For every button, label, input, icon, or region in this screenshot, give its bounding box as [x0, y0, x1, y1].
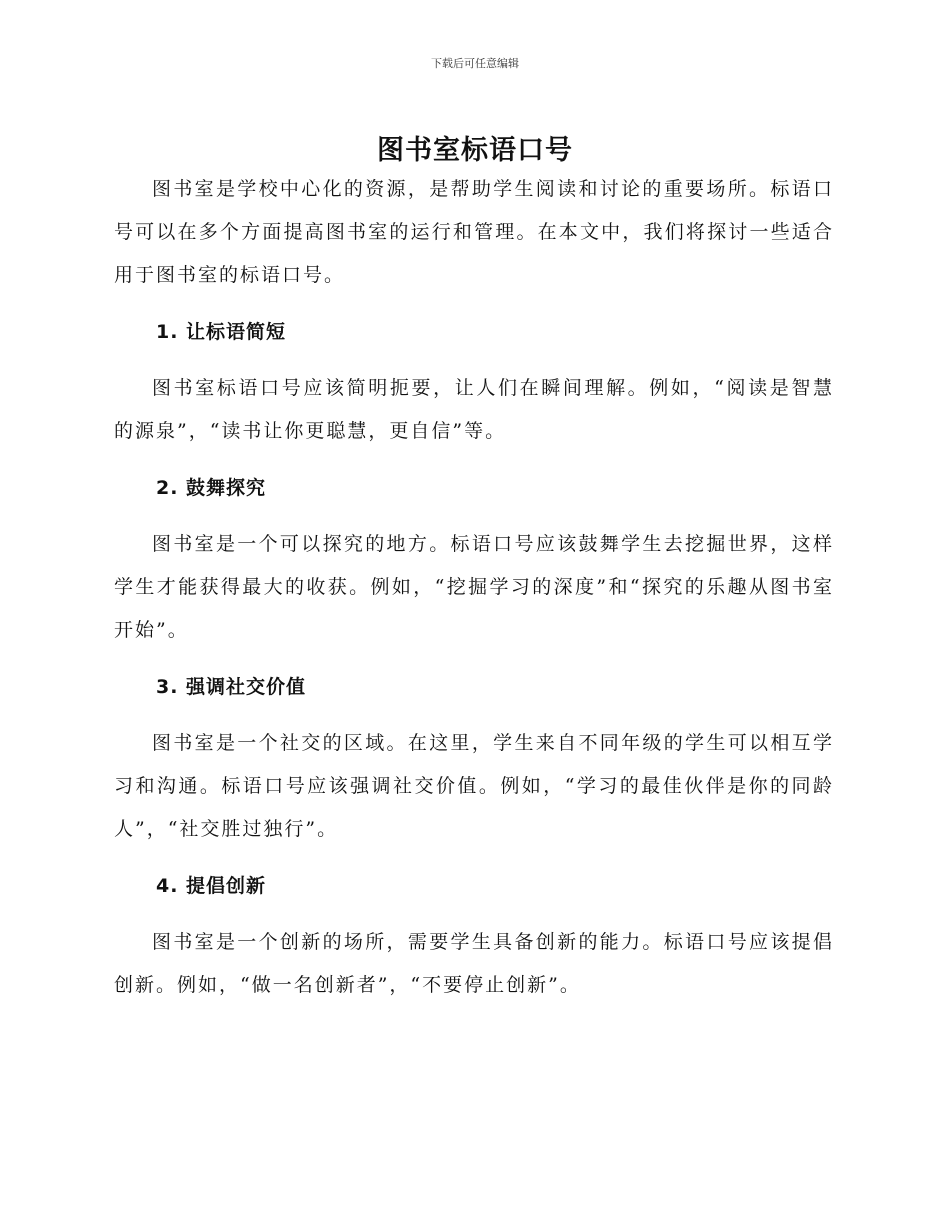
- section-heading-1: 1. 让标语简短: [156, 321, 287, 343]
- intro-paragraph: 图书室是学校中心化的资源，是帮助学生阅读和讨论的重要场所。标语口号可以在多个方面提高图书室的运行和管理。在本文中，我们将探讨一些适合用于图书室的标语口号。: [114, 178, 834, 286]
- section-body-2: 图书室是一个可以探究的地方。标语口号应该鼓舞学生去挖掘世界，这样学生才能获得最大的收获。例如，“挖掘学习的深度”和“探究的乐趣从图书室开始”。: [114, 533, 834, 641]
- document-title: 图书室标语口号: [377, 135, 573, 166]
- document-body: [114, 168, 834, 1007]
- section-heading-4: 4. 提倡创新: [156, 875, 267, 897]
- section-body-1: 图书室标语口号应该简明扼要，让人们在瞬间理解。例如，“阅读是智慧的源泉”，“读书让你更聪慧，更自信”等。: [114, 377, 834, 442]
- section-body-4: 图书室是一个创新的场所，需要学生具备创新的能力。标语口号应该提倡创新。例如，“做一名创新者”，“不要停止创新”。: [114, 931, 834, 996]
- section-body-3: 图书室是一个社交的区域。在这里，学生来自不同年级的学生可以相互学习和沟通。标语口号应该强调社交价值。例如，“学习的最佳伙伴是你的同龄人”，“社交胜过独行”。: [114, 732, 834, 840]
- header-note: 下载后可任意编辑: [431, 57, 519, 70]
- section-heading-2: 2. 鼓舞探究: [156, 477, 267, 499]
- section-heading-3: 3. 强调社交价值: [156, 676, 307, 698]
